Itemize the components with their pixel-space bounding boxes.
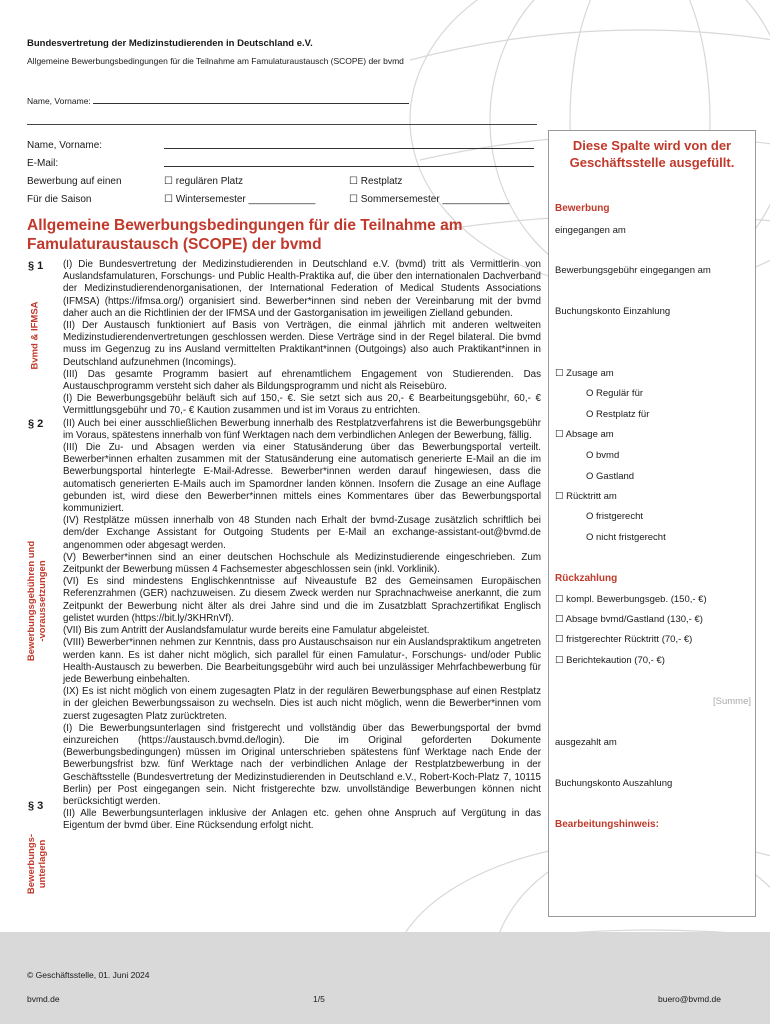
paragraph: (II) Der Austausch funktioniert auf Basis von Verträgen, die einmal jährlich mit anderen weltweiten Medizinstudierendenvertretungen geschlossen werden. Diese Verträge sind in der Regel bilateral. Die bvmd muss im Gegenzug zu ins Ausland vermittelten Praktikant*innen (Outgoings) also auch Praktikant*innen in Deutschland aufzunehmen (Incomings).	[63, 320, 541, 368]
paragraph: (II) Auch bei einer ausschließlichen Bewerbung innerhalb des Restplatzverfahrens ist die Bewerbungsgebühr im Voraus, spätestens innerhalb von fünf Werktagen nach dem verbindlichen Anlegen der Bewerbung, fällig.	[63, 417, 541, 441]
application-heading: Bewerbung	[555, 203, 610, 214]
email-label: E-Mail:	[27, 158, 59, 169]
refund-withdrawal-checkbox[interactable]: ☐ fristgerechter Rücktritt (70,- €)	[555, 634, 693, 645]
refund-heading: Rückzahlung	[555, 573, 618, 584]
section-2-label: Bewerbungsgebühren und -voraussetzungen	[26, 540, 48, 662]
website-link[interactable]: bvmd.de	[27, 994, 60, 1004]
sum-field[interactable]: [Summe]	[712, 696, 751, 707]
paragraph: (I) Die Bewerbungsgebühr beläuft sich auf 150,- €. Sie setzt sich aus 20,- € Bearbeitungsgebühr, 60,- € Vermittlungsgebühr und 70,- € Kaution zusammen und ist im Voraus zu entrichten.	[63, 393, 541, 417]
processing-note-heading: Bearbeitungshinweis:	[555, 819, 659, 830]
section-3-number: § 3	[28, 800, 44, 812]
fee-received-field[interactable]: Bewerbungsgebühr eingegangen am	[555, 265, 711, 276]
winter-semester-checkbox[interactable]: ☐ Wintersemester ____________	[164, 194, 316, 205]
host-country-radio[interactable]: O Gastland	[586, 471, 635, 482]
paragraph: (IX) Es ist nicht möglich von einem zugesagten Platz in der regulären Bewerbungsphase auf einen Restplatz in der gleichen Bewerbungssaison zu wechseln. Dies ist auch nicht möglich, wenn die Bewerber*innen vom zuerst zugesagten Platz zurücktreten.	[63, 686, 541, 722]
application-type-label: Bewerbung auf einen	[27, 176, 122, 187]
paragraph: (V) Bewerber*innen sind an einer deutschen Hochschule als Medizinstudierende eingeschrieben. Zum Zeitpunkt der Bewerbung müssen 4 Fachsemester abgeschlossen sein (inkl. Vorklinik).	[63, 551, 541, 576]
divider	[27, 124, 537, 125]
document-subtitle: Allgemeine Bewerbungsbedingungen für die Teilnahme am Famulaturaustausch (SCOPE) der bvmd	[27, 56, 404, 66]
season-row	[27, 194, 510, 205]
name-label: Name, Vorname:	[27, 140, 103, 151]
account-payout-field[interactable]: Buchungskonto Auszahlung	[555, 778, 673, 789]
refund-report-deposit-checkbox[interactable]: ☐ Berichtekaution (70,- €)	[555, 655, 665, 666]
regular-place-checkbox[interactable]: ☐ regulären Platz	[164, 176, 244, 187]
application-type-row	[27, 176, 403, 187]
withdrawal-checkbox[interactable]: ☐ Rücktritt am	[555, 491, 617, 502]
name-line[interactable]	[164, 140, 534, 149]
rest-place-checkbox[interactable]: ☐ Restplatz	[349, 176, 403, 187]
received-field[interactable]: eingegangen am	[555, 225, 626, 236]
section-1-number: § 1	[28, 260, 44, 272]
office-use-column	[548, 130, 756, 917]
paragraph: (VI) Es sind mindestens Englischkenntnisse auf Niveaustufe B2 des Gemeinsamen Europäischen Referenzrahmen (GER) nachzuweisen. Zu diesem Zweck werden nur Sprachnachweise anerkannt, die zum Zeitpunkt der Bewerbung nicht älter als drei Jahre sind und die im Zusatzblatt Sprachzertifikat Englisch gelistet wurden (https://bit.ly/3KHRnVf).	[63, 576, 541, 624]
paragraph: (VIII) Bewerber*innen nehmen zur Kenntnis, dass pro Austauschsaison nur ein Auslandspraktikum angetreten werden kann. Es ist daher nicht möglich, sich parallel für einen Famulatur-, Forschungs- und/oder Public Health-Austausch zu bewerben. Die Bearbeitungsgebühr wird auch bei unzulässiger Mehrfachbewerbung für jede Bewerbung einbehalten.	[63, 637, 541, 685]
page-number: 1/5	[313, 994, 325, 1004]
email-row[interactable]	[27, 158, 58, 169]
email-link[interactable]: buero@bvmd.de	[658, 994, 721, 1004]
regular-radio[interactable]: O Regulär für	[586, 388, 644, 399]
paragraph: (VII) Bis zum Antritt der Auslandsfamulatur wurde bereits eine Famulatur abgeleistet.	[63, 625, 430, 637]
paragraph: (III) Die Zu- und Absagen werden via einer Statusänderung über das Bewerbungsportal verteilt. Bewerber*innen erhalten zusammen mit der Statusänderung eine automatisch generierte E-Mail an die im Bewerbungsportal hinterlegte E-Mail-Adresse. Bewerber*innen werden darauf hingewiesen, dass die automatisch generierten E-Mails auch im Spamordner landen können. Insofern die Zusage an eine Auflage gebunden ist, wird diese den Bewerber*innen mittels eines Kommentares über das Bewerbungsportal kommuniziert.	[63, 442, 541, 515]
season-label: Für die Saison	[27, 194, 92, 205]
paragraph: (I) Die Bundesvertretung der Medizinstudierenden in Deutschland e.V. (bvmd) tritt als Vermittlerin von Auslandsfamulaturen, Forschungs- und Public Health-Praktika auf, die über den internationalen Dachverband der Medizinstudierendenorganisationen, der International Federation of Medical Students Associations (IFMSA) (https://ifmsa.org/) organisiert sind. Bewerber*innen sind neben der Vereinbarung mit der bvmd daher auch an die Richtlinien der der IFMSA und der Gastorganisation im jeweiligen Zielland gebunden.	[63, 259, 541, 319]
header-name-label: Name, Vorname:	[27, 96, 91, 106]
page-title: Allgemeine Bewerbungsbedingungen für die Teilnahme am Famulaturaustausch (SCOPE) der bvmd	[27, 217, 463, 253]
acceptance-checkbox[interactable]: ☐ Zusage am	[555, 368, 614, 379]
name-row[interactable]	[27, 140, 102, 151]
paragraph: (IV) Restplätze müssen innerhalb von 48 Stunden nach Erhalt der bvmd-Zusage zusätzlich schriftlich bei dem/der Exchange Assistant for Outgoing Students per E-Mail an exchange-assistant-out@bvmd.de angenommen oder abgesagt werden.	[63, 515, 541, 551]
footer	[0, 932, 770, 1024]
paragraph: (II) Alle Bewerbungsunterlagen inklusive der Anlagen etc. gehen ohne Anspruch auf Vergütung in das Eigentum der bvmd über. Eine Rücksendung erfolgt nicht.	[63, 808, 541, 832]
not-on-time-radio[interactable]: O nicht fristgerecht	[586, 532, 666, 543]
email-line[interactable]	[164, 158, 534, 167]
rejection-checkbox[interactable]: ☐ Absage am	[555, 429, 614, 440]
summer-semester-checkbox[interactable]: ☐ Sommersemester ____________	[349, 194, 510, 205]
office-column-title: Diese Spalte wird von der Geschäftsstelle ausgefüllt.	[569, 138, 735, 170]
paid-out-field[interactable]: ausgezahlt am	[555, 737, 617, 748]
header-name-line	[93, 95, 409, 104]
section-1-label: Bvmd & IFMSA	[29, 301, 41, 370]
section-3-label: Bewerbungs- unterlagen	[26, 833, 48, 895]
refund-rejection-checkbox[interactable]: ☐ Absage bvmd/Gastland (130,- €)	[555, 614, 703, 625]
account-deposit-field[interactable]: Buchungskonto Einzahlung	[555, 306, 671, 317]
refund-full-checkbox[interactable]: ☐ kompl. Bewerbungsgeb. (150,- €)	[555, 594, 707, 605]
bvmd-radio[interactable]: O bvmd	[586, 450, 620, 461]
paragraph: (I) Die Bewerbungsunterlagen sind fristgerecht und vollständig über das Bewerbungsportal der bvmd einzureichen (https://austausch.bvmd.de/login). Die im Original geforderten Dokumente (Bewerbungsbedingungen) müssen im Original unterschrieben spätestens fünf Werktage nach Ende der Bewerbungsfrist bzw. fünf Werktage nach der verbindlichen Anlage der Restplatzbewerbung in der Geschäftsstelle (Bundesvertretung der Medizinstudierenden in Deutschland e.V., Robert-Koch-Platz 7, 10115 Berlin) per Post eingegangen sein. Nicht fristgerechte bzw. unvollständige Bewerbungen können nicht berücksichtigt werden.	[63, 722, 541, 807]
header-name-field[interactable]	[27, 95, 409, 106]
section-2-number: § 2	[28, 418, 44, 430]
copyright: © Geschäftsstelle, 01. Juni 2024	[27, 970, 150, 980]
paragraph: (III) Das gesamte Programm basiert auf ehrenamtlichem Engagement von Studierenden. Das Austauschprogramm versteht sich daher als Bildungsprogramm und nicht als Reisebüro.	[63, 368, 541, 393]
terms-body	[63, 259, 541, 833]
organization-name: Bundesvertretung der Medizinstudierenden in Deutschland e.V.	[27, 38, 313, 49]
on-time-radio[interactable]: O fristgerecht	[586, 511, 644, 522]
restplatz-radio[interactable]: O Restplatz für	[586, 409, 650, 420]
